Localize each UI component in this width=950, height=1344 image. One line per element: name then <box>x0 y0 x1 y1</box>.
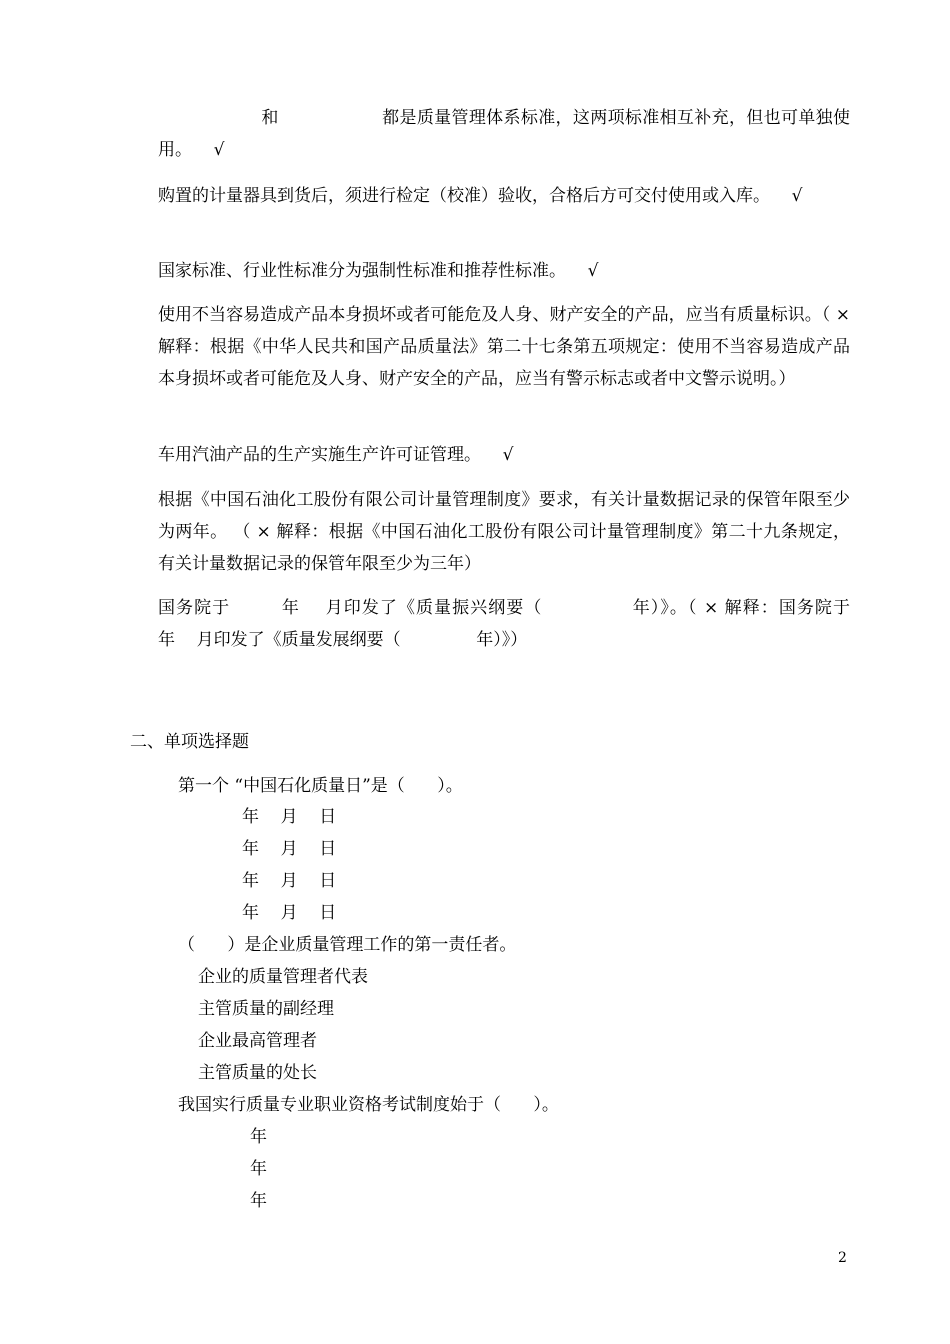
judgement-item-7: 国务院于 年 月印发了《质量振兴纲要（ 年）》。（ × 解释：国务院于 年 月印发了《质量发展纲要（ 年）》） <box>158 598 894 650</box>
question-3-option-c: 年 <box>250 1191 267 1211</box>
judgement-item-1: 和 都是质量管理体系标准，这两项标准相互补充，但也可单独使用。 √ <box>158 108 850 160</box>
question-2-option-c: 企业最高管理者 <box>198 1031 317 1051</box>
question-3-option-b: 年 <box>250 1159 267 1179</box>
question-2-option-d: 主管质量的处长 <box>198 1063 317 1083</box>
page-number: 2 <box>838 1250 847 1266</box>
judgement-item-3: 国家标准、行业性标准分为强制性标准和推荐性标准。 √ <box>158 261 599 281</box>
judgement-item-5: 车用汽油产品的生产实施生产许可证管理。 √ <box>158 445 514 465</box>
question-3-stem: 我国实行质量专业职业资格考试制度始于（ ）。 <box>178 1095 559 1115</box>
question-2-option-a: 企业的质量管理者代表 <box>198 967 368 987</box>
judgement-item-4: 使用不当容易造成产品本身损坏或者可能危及人身、财产安全的产品，应当有质量标识。（ × 解释：根据《中华人民共和国产品质量法》第二十七条第五项规定：使用不当容易造成产品本身损坏或者可能危及人身、财产安全的产品，应当有警示标志或者中文警示说明。） <box>158 305 856 389</box>
question-1-option-b: 年 月 日 <box>242 839 337 859</box>
question-1-option-d: 年 月 日 <box>242 903 337 923</box>
section-title: 二、单项选择题 <box>130 732 249 752</box>
question-2-stem: （ ）是企业质量管理工作的第一责任者。 <box>178 935 517 955</box>
question-1-option-a: 年 月 日 <box>242 807 337 827</box>
question-3-option-a: 年 <box>250 1127 267 1147</box>
judgement-item-2: 购置的计量器具到货后，须进行检定（校准）验收，合格后方可交付使用或入库。 √ <box>158 186 803 206</box>
question-2-option-b: 主管质量的副经理 <box>198 999 334 1019</box>
question-1-option-c: 年 月 日 <box>242 871 337 891</box>
judgement-item-6: 根据《中国石油化工股份有限公司计量管理制度》要求，有关计量数据记录的保管年限至少为两年。 （ × 解释：根据《中国石油化工股份有限公司计量管理制度》第二十九条规定，有关计量数据记录的保管年限至少为三年） <box>158 490 850 574</box>
question-1-stem: 第一个 “中国石化质量日”是（ ）。 <box>178 776 463 796</box>
